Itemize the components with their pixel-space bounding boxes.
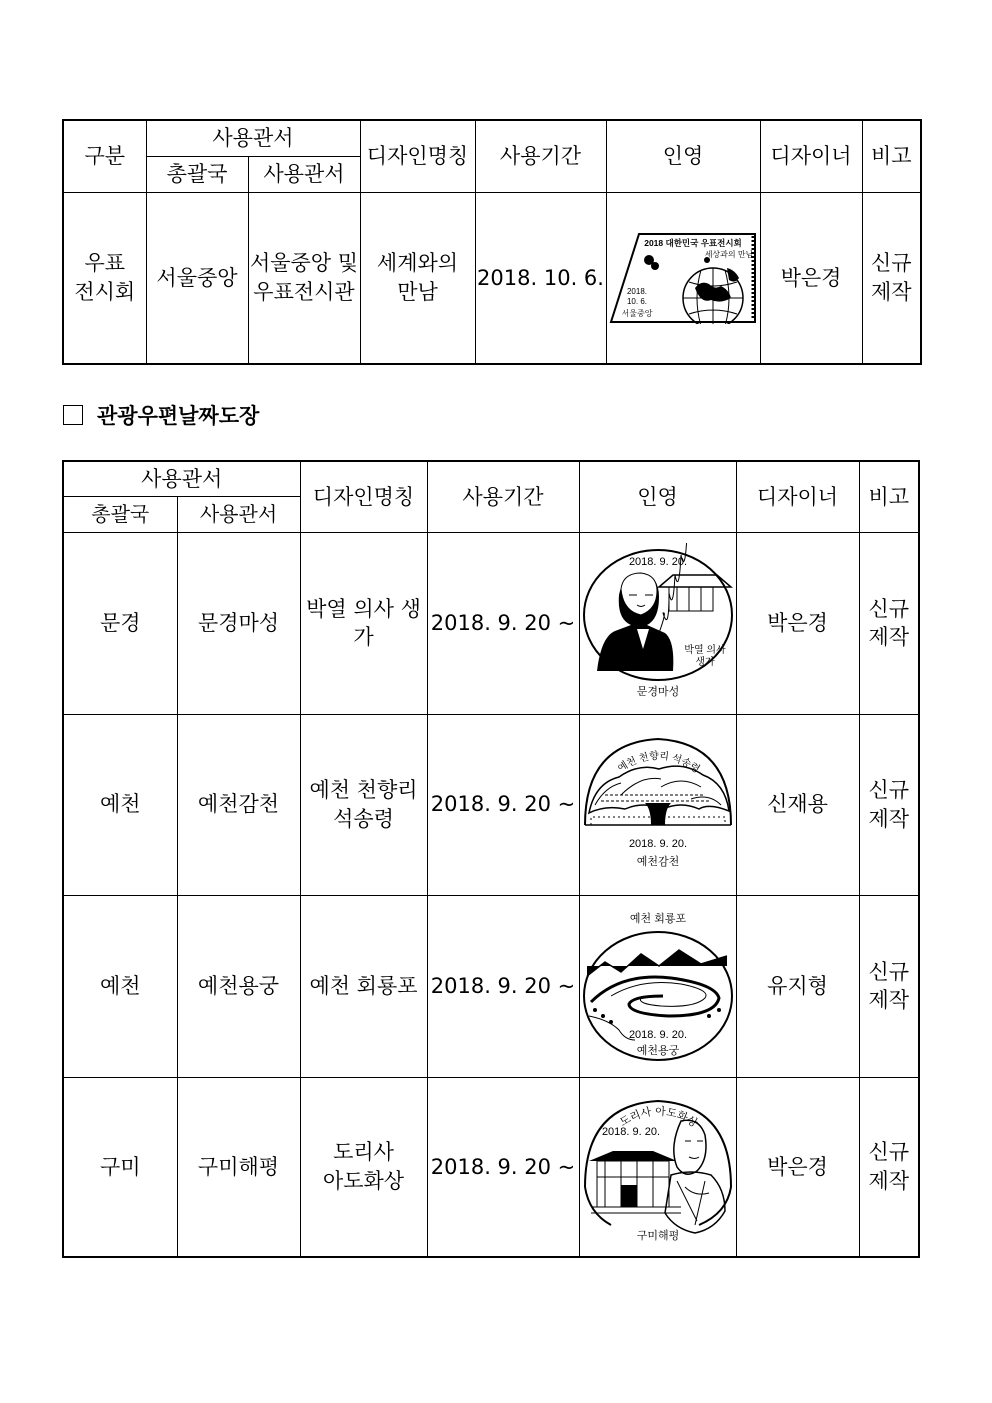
cell-designer: 박은경 [760,192,862,364]
cell-use-office: 예천감천 [177,714,300,895]
exhibition-stamp-table [62,119,922,365]
stamp-image-river-bend [581,906,735,1066]
header-main-office: 총괄국 [63,496,177,532]
header-period: 사용기간 [475,120,606,192]
stamp-date-text: 2018. 9. 20. [628,1029,687,1041]
header-stamp: 인영 [606,120,760,192]
stamp-image-monk [581,1087,735,1247]
exhibition-stamp-image [609,232,757,324]
stamp-image-park-yeol-house [581,543,735,703]
header-designer: 디자이너 [760,120,862,192]
cell-design-name: 세계와의 만남 [360,192,475,364]
stamp-date-day: 10. 6. [626,296,648,306]
cell-note: 신규 제작 [859,532,919,714]
header-designer: 디자이너 [736,461,859,532]
cell-main-office: 예천 [63,895,177,1077]
cell-use-office: 예천용궁 [177,895,300,1077]
header-design-name: 디자인명칭 [300,461,427,532]
cell-main-office: 예천 [63,714,177,895]
cell-period: 2018. 10. 6. [475,192,606,364]
header-design-name: 디자인명칭 [360,120,475,192]
header-note: 비고 [862,120,921,192]
stamp-image-pine-tree [581,725,735,885]
cell-designer: 박은경 [736,1077,859,1257]
cell-period: 2018. 9. 20 ~ [427,895,579,1077]
stamp-bottom-text: 구미해평 [636,1229,679,1242]
cell-category: 우표 전시회 [63,192,146,364]
stamp-subtitle: 세상과의 만남 [704,249,754,259]
tourism-stamp-table [62,460,920,1258]
cell-stamp [579,895,736,1077]
cell-design-name: 도리사 아도화상 [300,1077,427,1257]
header-main-office: 총괄국 [146,156,248,192]
header-use-office: 사용관서 [177,496,300,532]
cell-note: 신규 제작 [859,895,919,1077]
header-stamp: 인영 [579,461,736,532]
cell-designer: 유지형 [736,895,859,1077]
cell-design-name: 박열 의사 생가 [300,532,427,714]
checkbox-square-icon [63,405,83,425]
cell-period: 2018. 9. 20 ~ [427,714,579,895]
cell-stamp [579,714,736,895]
stamp-label-2: 생가 [694,657,715,668]
cell-period: 2018. 9. 20 ~ [427,532,579,714]
header-office-group: 사용관서 [146,120,360,156]
header-note: 비고 [859,461,919,532]
table-row [63,1077,919,1257]
stamp-top-text: 도리사 아도화상 [617,1105,699,1130]
table-row [63,895,919,1077]
table-row [63,714,919,895]
stamp-top-text: 예천 천향리 석송령 [615,750,702,776]
stamp-date-text: 2018. 9. 20. [628,837,687,850]
header-office-group: 사용관서 [63,461,300,496]
stamp-top-text: 예천 회룡포 [629,913,686,925]
stamp-bottom-text: 예천감천 [636,855,679,868]
cell-use-office: 구미해평 [177,1077,300,1257]
cell-note: 신규 제작 [859,1077,919,1257]
cell-note: 신규 제작 [859,714,919,895]
stamp-title: 2018 대한민국 우표전시회 [644,237,742,248]
stamp-bottom-text: 예천용궁 [636,1045,679,1057]
cell-design-name: 예천 천향리 석송령 [300,714,427,895]
header-period: 사용기간 [427,461,579,532]
cell-use-office: 문경마성 [177,532,300,714]
cell-period: 2018. 9. 20 ~ [427,1077,579,1257]
stamp-date-text: 2018. 9. 20. [601,1125,660,1138]
section-heading [63,400,259,430]
cell-stamp [579,532,736,714]
table-row [63,532,919,714]
stamp-top-text: 2018. 9. 20. [628,556,687,568]
stamp-bottom-text: 문경마성 [636,686,679,698]
table-row [63,192,921,364]
cell-main-office: 구미 [63,1077,177,1257]
stamp-label: 박열 의사 [683,645,726,656]
cell-main-office: 문경 [63,532,177,714]
cell-designer: 신재용 [736,714,859,895]
cell-use-office: 서울중앙 및 우표전시관 [248,192,360,364]
cell-stamp [579,1077,736,1257]
header-category: 구분 [63,120,146,192]
cell-note: 신규 제작 [862,192,921,364]
cell-designer: 박은경 [736,532,859,714]
header-use-office: 사용관서 [248,156,360,192]
cell-stamp [606,192,760,364]
stamp-office: 서울중앙 [621,308,653,318]
section-title: 관광우편날짜도장 [97,403,260,428]
cell-design-name: 예천 회룡포 [300,895,427,1077]
stamp-date-year: 2018. [626,286,648,296]
cell-main-office: 서울중앙 [146,192,248,364]
